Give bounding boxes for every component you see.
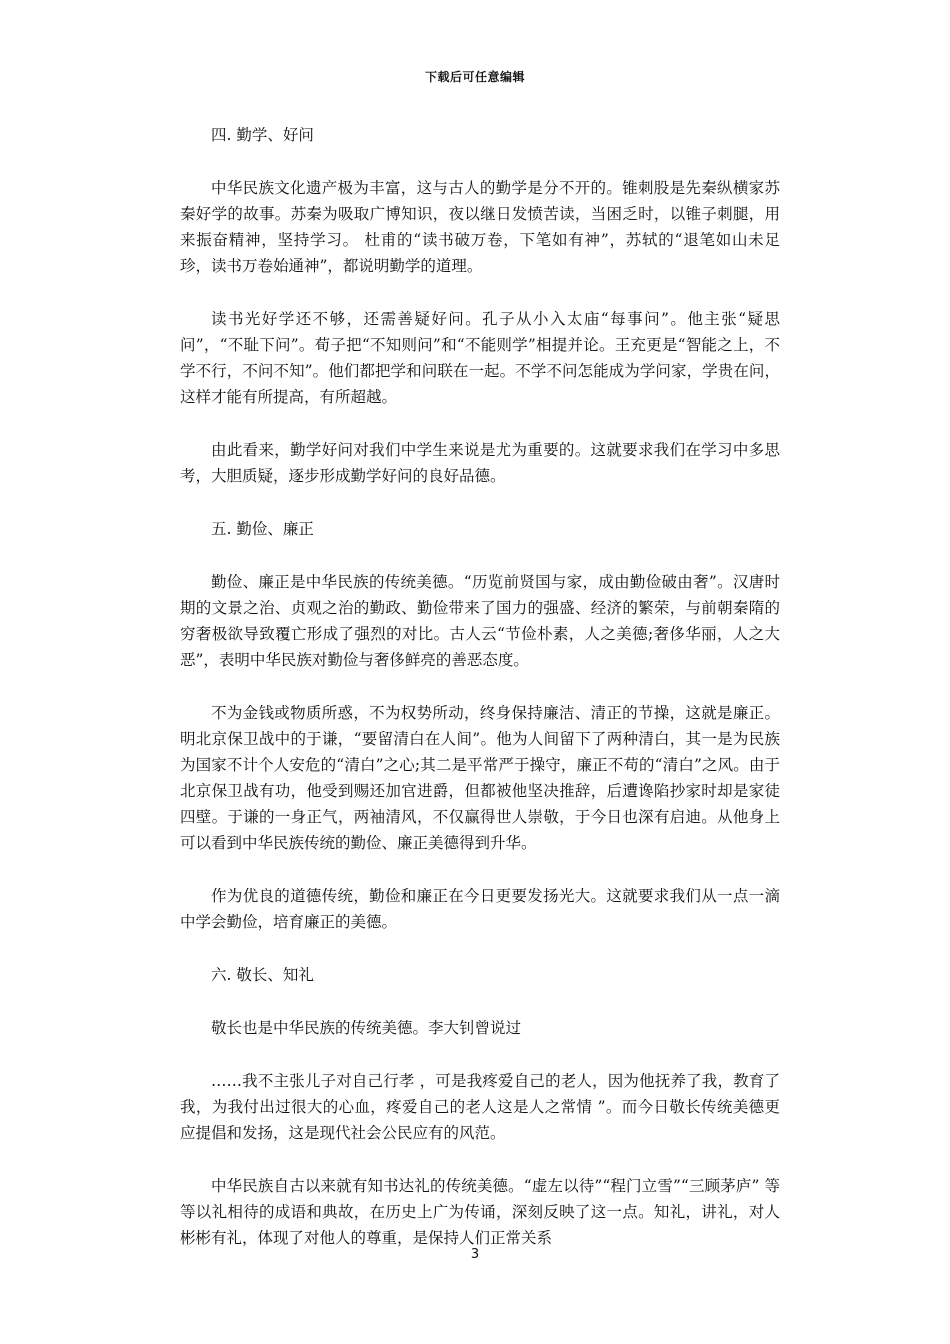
paragraph: 读书光好学还不够，还需善疑好问。孔子从小入太庙“每事问”。他主张“疑思问”，“不耻下问”。荀子把“不知则问”和“不能则学”相提并论。王充更是“智能之上，不学不行，不问不知”。他们都把学和问联在一起。不学不问怎能成为学问家，学贵在问，这样才能有所提高，有所超越。: [180, 310, 780, 406]
paragraph: 敬长也是中华民族的传统美德。李大钊曾说过: [211, 1019, 522, 1037]
paragraph: 勤俭、廉正是中华民族的传统美德。“历览前贤国与家，成由勤俭破由奢”。汉唐时期的文景之治、贞观之治的勤政、勤俭带来了国力的强盛、经济的繁荣，与前朝秦隋的穷奢极欲导致覆亡形成了强烈的对比。古人云“节俭朴素，人之美德;奢侈华丽，人之大恶”，表明中华民族对勤俭与奢侈鲜亮的善恶态度。: [180, 573, 780, 669]
paragraph: 中华民族文化遗产极为丰富，这与古人的勤学是分不开的。锥刺股是先秦纵横家苏秦好学的故事。苏秦为吸取广博知识，夜以继日发愤苦读，当困乏时，以锥子刺腿，用来振奋精神，坚持学习。 杜甫的“读书破万卷，下笔如有神”，苏轼的“退笔如山未足珍，读书万卷始通神”，都说明勤学的道理。: [180, 179, 780, 275]
page-number: 3: [470, 1247, 480, 1262]
section-heading: 四. 勤学、好问: [211, 126, 314, 144]
paragraph: 不为金钱或物质所惑，不为权势所动，终身保持廉洁、清正的节操，这就是廉正。明北京保卫战中的于谦，“要留清白在人间”。他为人间留下了两种清白，其一是为民族为国家不计个人安危的“清白”之心;其二是平常严于操守，廉正不苟的“清白”之风。由于北京保卫战有功，他受到赐还加官进爵，但都被他坚决推辞，后遭谗陷抄家时却是家徒四壁。于谦的一身正气，两袖清风，不仅赢得世人崇敬，于今日也深有启迪。从他身上可以看到中华民族传统的勤俭、廉正美德得到升华。: [180, 704, 780, 852]
document-body: [180, 122, 780, 1278]
paragraph: 中华民族自古以来就有知书达礼的传统美德。“虚左以待”“程门立雪”“三顾茅庐” 等等以礼相待的成语和典故，在历史上广为传诵，深刻反映了这一点。知礼，讲礼，对人彬彬有礼，体现了对他人的尊重，是保持人们正常关系: [180, 1177, 780, 1247]
page-header: 下载后可任意编辑: [424, 70, 525, 84]
paragraph: 作为优良的道德传统，勤俭和廉正在今日更要发扬光大。这就要求我们从一点一滴中学会勤俭，培育廉正的美德。: [180, 887, 780, 931]
section-heading: 六. 敬长、知礼: [211, 966, 314, 984]
paragraph: 由此看来，勤学好问对我们中学生来说是尤为重要的。这就要求我们在学习中多思考，大胆质疑，逐步形成勤学好问的良好品德。: [180, 441, 780, 485]
paragraph: ……我不主张儿子对自己行孝 ，可是我疼爱自己的老人，因为他抚养了我，教育了我，为我付出过很大的心血，疼爱自己的老人这是人之常情 ”。而今日敬长传统美德更应提倡和发扬，这是现代社会公民应有的风范。: [180, 1072, 780, 1142]
section-heading: 五. 勤俭、廉正: [211, 520, 314, 538]
